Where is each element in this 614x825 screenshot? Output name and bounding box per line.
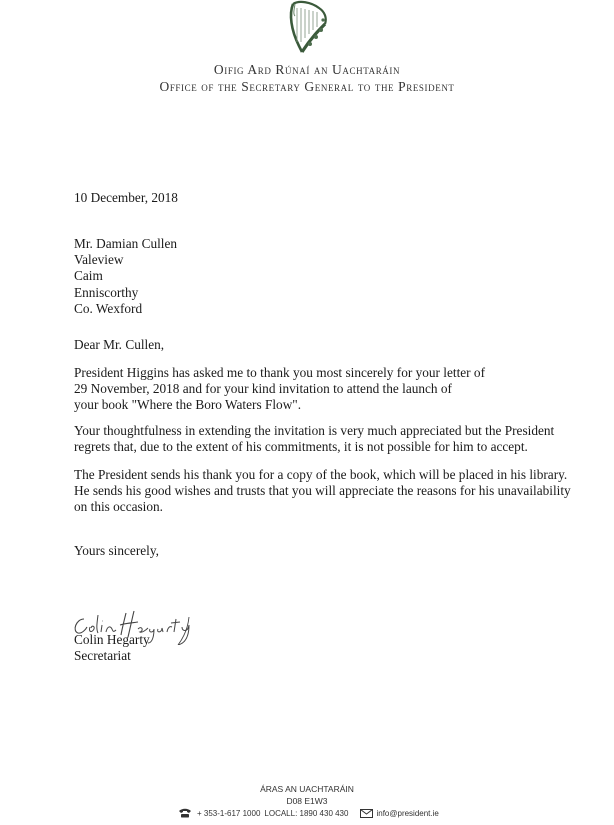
office-name-english: Office of the Secretary General to the President (159, 79, 455, 94)
footer-postcode: D08 E1W3 (286, 796, 328, 806)
recipient-address (74, 236, 177, 317)
paragraph-line: Your thoughtfulness in extending the invitation is very much appreciated but the President (74, 423, 555, 438)
footer-contact (178, 808, 439, 818)
closing: Yours sincerely, (74, 543, 159, 558)
signer-name: Colin Hegarty (74, 632, 150, 647)
signer-title: Secretariat (74, 648, 131, 663)
address-line: Enniscorthy (74, 284, 139, 300)
footer-phone: + 353-1-617 1000 (197, 808, 261, 818)
paragraph-regrets (74, 423, 554, 455)
footer-locall: LOCALL: 1890 430 430 (264, 808, 349, 818)
paragraph-line: 29 November, 2018 and for your kind invitation to attend the launch of (74, 381, 452, 397)
office-name-irish: Oifig Ard Rúnaí an Uachtaráin (213, 62, 401, 77)
phone-icon (178, 808, 192, 818)
paragraph-line: The President sends his thank you for a copy of the book, which will be placed in his library. (74, 467, 568, 482)
letter-date: 10 December, 2018 (74, 190, 178, 205)
footer-email: info@president.ie (376, 808, 439, 818)
paragraph-wishes (74, 467, 571, 516)
harp-crest-icon (285, 0, 331, 56)
address-line: Mr. Damian Cullen (74, 236, 178, 251)
paragraph-line: your book "Where the Boro Waters Flow". (74, 397, 302, 413)
address-line: Caim (74, 268, 103, 284)
paragraph-line: regrets that, due to the extent of his commitments, it is not possible for him to accept. (74, 439, 528, 455)
footer-building: ÁRAS AN UACHTARÁIN (260, 784, 354, 794)
address-line: Valeview (74, 252, 124, 268)
paragraph-line: President Higgins has asked me to thank you most sincerely for your letter of (74, 365, 486, 380)
salutation: Dear Mr. Cullen, (74, 337, 165, 352)
envelope-icon (360, 809, 373, 818)
paragraph-thanks (74, 365, 485, 414)
paragraph-line: He sends his good wishes and trusts that you will appreciate the reasons for his unavailability (74, 483, 571, 499)
paragraph-line: on this occasion. (74, 499, 164, 515)
address-line: Co. Wexford (74, 300, 143, 316)
